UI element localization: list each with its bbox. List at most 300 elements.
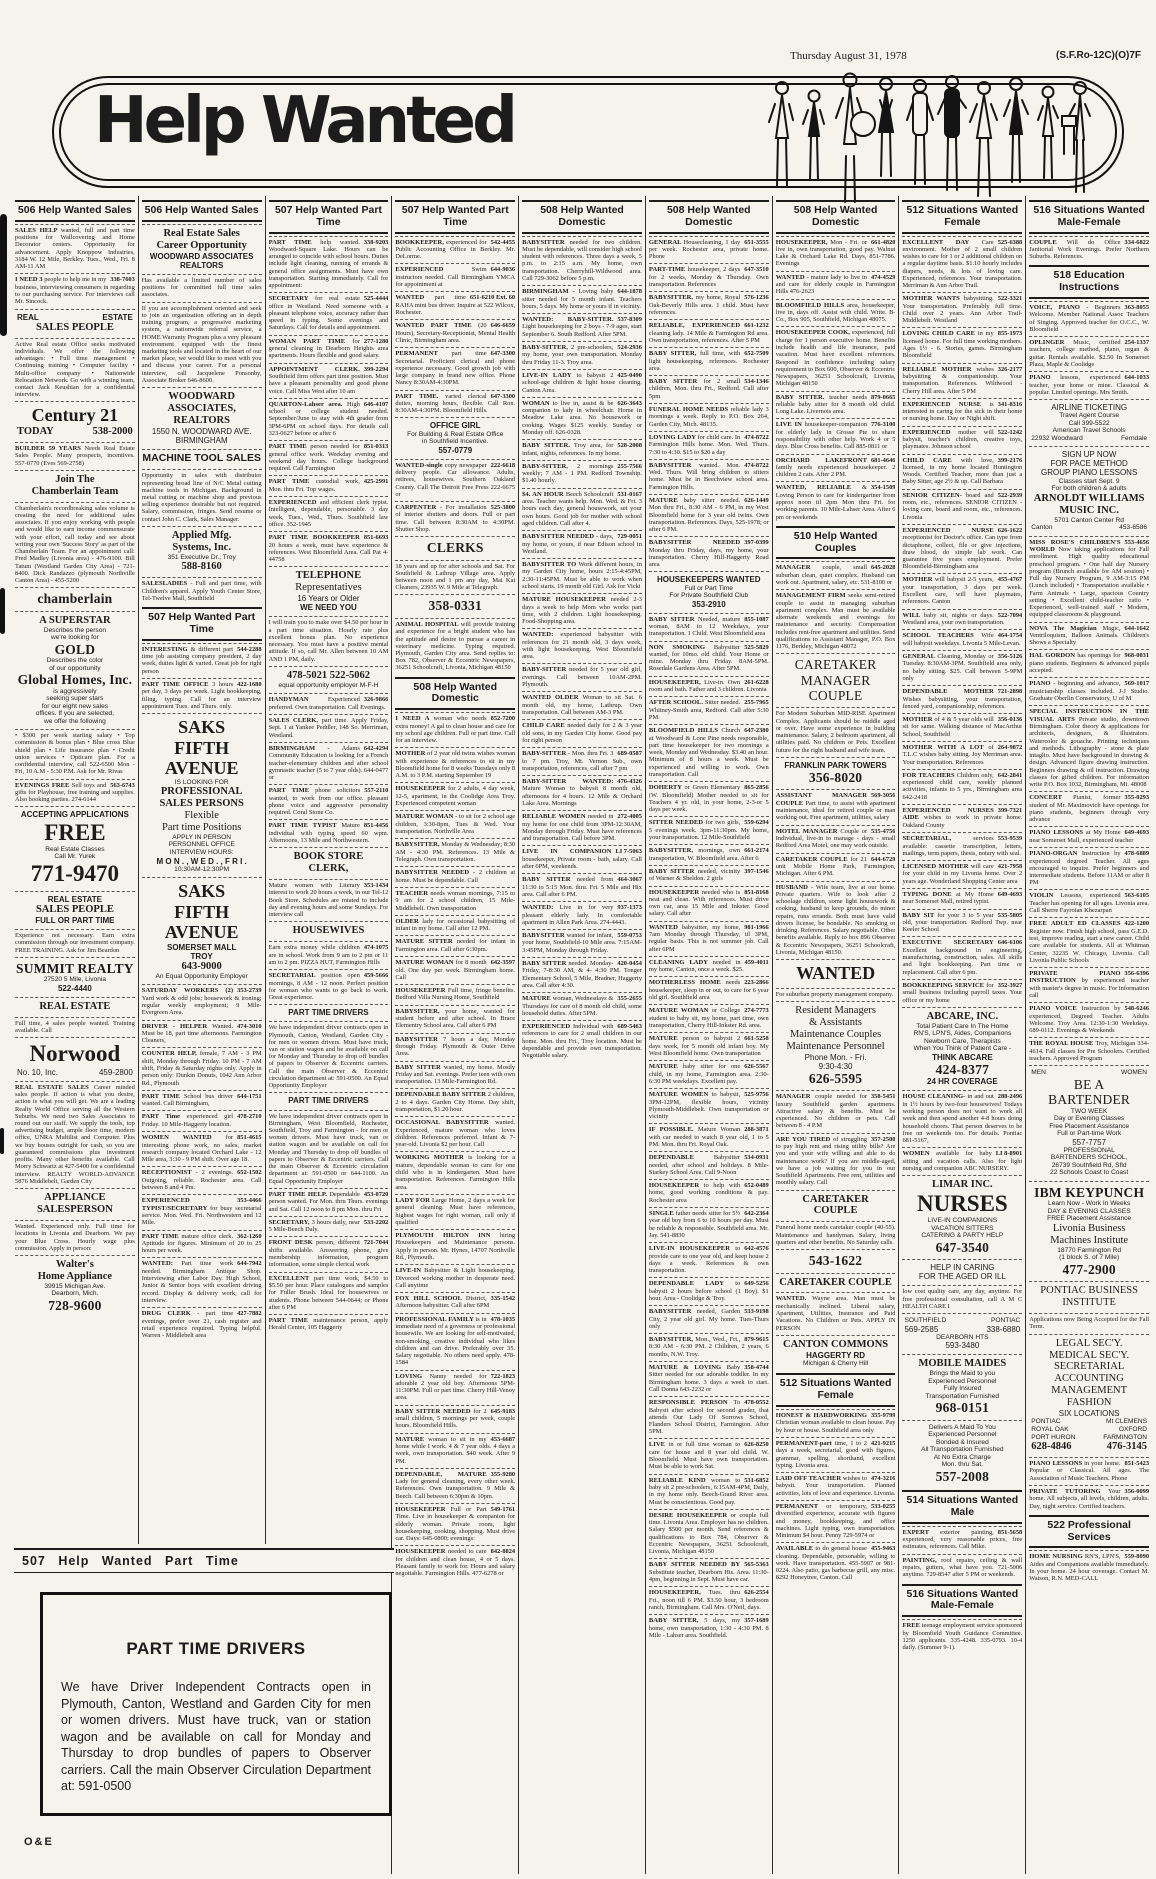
classified-ad: 626-1622 EXPERIENCED NURSE receptionist for Doctor's office. Can type from dictaphone, collect, file or give injections, draw blood, do simple lab work. Can guarantee five years employment. Prefer Bloomfield-Birmingham area — [902, 524, 1022, 572]
section-header-508: 508 Help Wanted Domestic — [395, 677, 515, 711]
ad-headline: BABYSITTER TO — [522, 560, 579, 568]
ad-headline: HOME NURSING — [1029, 1553, 1085, 1561]
display-line: FREE Placement Assistance — [1047, 1215, 1132, 1223]
classified-ad: 478-6889 PIANO-ORGAN Instruction by experienced degreed Teacher. All ages encouraged to inquire. Prefer beginners and intermediate students. Before 11AM or after 8 PM — [1029, 847, 1149, 887]
ad-headline: DESIRE HOUSEKEEPER — [648, 1511, 731, 1519]
display-ad — [15, 611, 135, 727]
display-ad — [649, 571, 769, 610]
phone-number: 644-1033 — [1124, 374, 1150, 382]
classified-ad: 288-2496 HOUSE CLEANING- in and out in 1½ hours by two-four housewives! Todays working person does not want to work all week and then spend another 4-8 hours doing household chores. That person deserves to be free on weekends too. For details. Pontiac 681-5167, — [902, 1090, 1022, 1145]
ad-headline: WANTED: BABY-SITTER. — [522, 316, 614, 324]
phone-number: 576-1236 — [744, 294, 769, 302]
section-header-507: 507 Help Wanted Part Time — [395, 200, 515, 234]
display-line: chamberlain — [37, 591, 113, 607]
part-time-drivers-box — [40, 1592, 392, 1816]
phone-number: 533-9198 — [744, 1308, 769, 1316]
display-line: 628-4846 476-3145 — [1031, 1441, 1148, 1453]
classified-ad: 647-3300 PERMANENT part time Secretarial. Proficient clerical and phone experience necessary. Good growth job with large company in brand new office. Phone Nancy 8:30AM-4:30PM. — [395, 347, 515, 387]
classified-ad: 542-4455 BOOKKEEPER, experienced for Public Accounting Office in Berkley. Mr. DeLorme. — [395, 236, 515, 262]
display-line: Michigan & Cherry Hill — [802, 1359, 869, 1367]
display-line: HOUSEWIVES — [292, 925, 365, 937]
display-line: WANTED — [796, 963, 876, 984]
display-ad — [1029, 1334, 1149, 1455]
display-line: Applied Mfg. — [171, 529, 232, 541]
classified-ad: 422-1200 FREE ADULT ED CLASSES Register now. Finish high school, pass G.E.D. test, improve reading, start a new career. Child care available for students. All at Whitman Center, 32235 W. Chicago, Livonia. Call Livonia Public Schools — [1029, 917, 1149, 965]
classified-ad: 459-4011 CLEANING LADY needed in my home, Canton, once a week. $25. — [649, 956, 769, 975]
display-line: For both children & adults — [1051, 485, 1127, 493]
classified-ad: 721-7044 FRONT DESK person, different shifts available. Answering phone, give membership information, program information, some simple clerical work — [269, 1236, 389, 1269]
display-line: CLERK, — [308, 863, 349, 875]
display-line: 10:30AM-12:30PM — [174, 865, 230, 873]
classified-ad: 474-1075 Earn extra money while children are in school. Work from 9 am to 2 pm or 11 am to 2 pm. PIZZA HUT, Farmington Hills — [269, 941, 389, 967]
phone-number: 646-4107 — [363, 400, 389, 408]
ad-headline: BABY-SITTER — [522, 750, 569, 758]
classified-ad: FREE teenage employment service sponsored by Bloomfield Youth Guidance Committee. 1250 applicants. 335-4248. 335-0793. 10-4 daily. (Summer 9-1). — [902, 1619, 1022, 1652]
display-line: 24 HR COVERAGE — [927, 1077, 998, 1087]
section-header-508: 508 Help Wanted Domestic — [776, 200, 896, 234]
ad-headline: MATURE HOUSEKEEPER — [522, 596, 611, 604]
classified-ad: 661-4820 HOUSEKEEPER, Mon - Fri. or live in, own transportation, good pay. Walnut Lake & Orchard Lake Rd. Days, 851-7786. Evenings — [776, 236, 896, 269]
phone-number: 525-6388 — [997, 238, 1023, 246]
ad-headline: PART TIME — [268, 787, 316, 795]
classified-ad: 937-1373 WANTED: Live in for very pleasant elderly lady. In comfortable apartment in Allen Park Area. 274-4443. — [522, 901, 642, 927]
display-line: SALES PEOPLE — [35, 321, 114, 333]
display-line: 39915 Michigan Ave. — [44, 1282, 106, 1290]
ad-headline: BABYSITTER, — [648, 1336, 696, 1344]
classified-ad: OCCASIONAL BABYSITTER wanted. Experienced, mature woman who loves children. References preferred. Infant & 7-year-old. Livonia $2 per hour. Call — [395, 1116, 515, 1149]
person-figure — [836, 74, 875, 203]
display-line: IS LOOKING FOR — [174, 778, 229, 786]
classified-ad: 842-8824 HOUSEKEEPER needed to care for children and clean house, 4 or 5 days. Pleasant family to work for. Hours and salary negotiable. Farmington Hills. 477-6278 or — [395, 1545, 515, 1578]
classified-ad: 646-6106 EXECUTIVE SECRETARY Excellent background in engineering, manufacturing, construction, sales. All skills and light bookkeeping. Part time or replacement. Call after 6 pm. — [902, 936, 1022, 976]
ad-headline: HOUSE CLEANING- — [902, 1093, 968, 1101]
phone-number: 569-1017 — [1124, 680, 1150, 688]
ad-headline: SCHOOL TEACHERS — [902, 632, 982, 640]
ad-headline: BABYSITTER, — [395, 841, 442, 849]
classified-ad: 531-6852 RELIABLE KIND woman to baby sit 2 pre-schoolers, 6:15AM-4PM, Daily, in my home only. Beech-Grand River area. Must be conscientious. Good pay. — [649, 1474, 769, 1507]
display-line: SAKS — [178, 717, 226, 738]
ad-headline: MATURE & LOVING — [648, 1363, 727, 1371]
phone-number: 645-9183 — [490, 1407, 516, 1415]
display-line: APPLIANCE — [44, 1192, 106, 1204]
section-header-507: 507 Help Wanted Part Time — [142, 607, 262, 641]
phone-number: 399-2294 — [363, 365, 389, 373]
classified-ad: • $300 per week starting salary • Top commission & bonus plan • Blue cross Blue shield plan • Life insurance plan • Credit union services • Opticare plan. For a confidential interview, call 522-6500 Mon - Fri, 10 A.M - 5:30 P.M. Ask for Mr. Rivas — [15, 729, 135, 776]
classified-ad: 525-5829 NON SMOKING Babysitter wanted, for 10mo. old child. Your Home or mine. Monday thru Friday. 8AM-5PM. Rosedale Gardens Area. After 5PM. — [649, 641, 769, 674]
display-line: SALES PEOPLE — [35, 904, 114, 916]
ad-headline: ORCHARD LAKEFRONT — [775, 456, 867, 464]
phone-number: 522-3321 — [997, 295, 1023, 303]
classified-ad: 533-0255 PERMANENT or temporary, diversified experience, accurate with figures and money, bookkeeping, and office machines. Light typing, own transportation. Minimum $4 hour. Penny 729-5974 or — [776, 1500, 896, 1540]
phone-number: 563-6105 — [1124, 892, 1150, 900]
display-ad — [1029, 1181, 1149, 1279]
ad-headline: HOUSEKEEPER COOK, — [775, 329, 853, 337]
column-8 — [898, 196, 1025, 1874]
display-line: Dearborn, Mich. — [51, 1290, 99, 1298]
classified-ad: 645-9183 BABY SITTER NEEDED for 2 small children, 5 mornings per week, couple hours. Bloomfield Hills. — [395, 1405, 515, 1431]
classified-ad: 642-3597 MATURE WOMAN for 8 month old. One day per week. Birmingham home. Call — [395, 956, 515, 982]
ad-headline: HAL GORDON — [1029, 652, 1078, 660]
ad-headline: MATURE SITTER — [395, 938, 457, 946]
ad-headline: PART TIME TYPIST — [268, 822, 342, 830]
ad-headline: SPECIAL INSTRUCTION IN THE VISUAL ARTS — [1029, 708, 1150, 723]
classified-ad: low cost quality care, any day, anytime. For free professional consultation, call A M C HEALTH CARE I — [902, 1285, 1022, 1311]
display-line: COUPLE — [808, 688, 863, 704]
ad-headline: BLOOMFIELD HILLS — [648, 727, 722, 735]
classified-ad: 968-0031 HAL GORDON has openings for piano students. Beginners & advanced pupils accepted. — [1029, 649, 1149, 675]
phone-number: 569-3056 — [870, 792, 896, 800]
classified-ad: 647-3300 PART TIME. varied clerical duties, morning hours, flexible. Call Ron. 8:30AM-4:30PM. Bloomfield Hills. — [395, 390, 515, 416]
phone-number: 689-5463 — [617, 1022, 642, 1030]
ad-headline: BABY SITTER — [522, 959, 569, 967]
classified-ad: ANIMAL HOSPITAL will provide training and experience for a bright student who has the aptitude and desire to pursue a career in veterinary medicine. Typing required. Plymouth, Garden City area. Send replies to: Box 782, Observer & Eccentric Newspapers, 36251 Schoolcraft, Livonia, Michigan 48150 — [395, 618, 515, 673]
ad-headline: MOTEL MANAGER — [775, 827, 841, 835]
classified-ad: 355-9280 DEPENDABLE, MATURE Lady for general cleaning, every other week. References. Own transportation. 9 Mile & Beech. Call between 6:30pm & 10pm. — [395, 1468, 515, 1501]
person-figure — [938, 76, 966, 190]
column-6 — [645, 196, 772, 1874]
classified-ad: 355-9799 HONEST & HARDWORKING Christian woman available to clean house. Pay by hour or house. Southfield area only — [776, 1409, 896, 1435]
display-line: BIRMINGHAM — [175, 436, 228, 446]
phone-number: 651-6210 Ext. 60 — [469, 294, 516, 302]
phone-number: 644-1751 — [237, 1092, 262, 1100]
classified-ad: COUNTER HELP, female, 7 AM - 3 PM shift, Monday through Friday. 10 PM - 7 AM shift, Friday & Saturday nights only. Apply in person only: Dunkin Donuts, 1042 Ann Arbor Rd., Plymouth — [142, 1047, 262, 1087]
ad-headline: MOTHER WANTS — [902, 295, 964, 303]
phone-number: 274-7773 — [744, 1007, 769, 1015]
display-line: 557-7757 — [1072, 1137, 1107, 1147]
display-line: Learn Now - Work In Weeks — [1048, 1200, 1131, 1208]
display-line: 26739 Southfield Rd, Sfld — [1051, 1161, 1127, 1169]
ad-headline: CLEANING LADY — [648, 958, 713, 966]
phone-number: 522-2939 — [997, 491, 1023, 499]
phone-number: 455-9463 — [870, 1545, 896, 1553]
ad-headline: BIRMINGHAM — [268, 744, 328, 752]
ad-headline: LICENSED MOTHER — [902, 862, 971, 870]
display-line: seeking super stars — [46, 695, 104, 703]
classified-ad: MOTHER of 2 year old twins wishes woman with experience & references to sit in my Bloomfield home for 8 weeks Tuesdays only 8 A.M. to 3 P.M. starting September 19 — [395, 747, 515, 780]
classified-ad: 427-7882 DRUG CLERK - part time evenings, prefer over 21, cash register and retail experience required. Typing helpful. Warren - Middlebelt area — [142, 1307, 262, 1340]
display-line: Newborn Care, Therapists — [923, 1037, 1001, 1045]
dateline: Thursday August 31, 1978 — [790, 50, 907, 62]
display-line: ABCARE, INC. — [926, 1010, 999, 1022]
display-line: 22932 Woodward Ferndale — [1031, 434, 1148, 442]
phone-number: 356-0136 — [997, 716, 1023, 723]
classified-ad: 326-9866 HANDYMAN Experienced preferred. Own transportation. Call Evenings. — [269, 693, 389, 712]
display-ad — [1029, 399, 1149, 444]
phone-number: 357-1689 — [744, 1617, 769, 1625]
classified-ad: 729-0051 BABYSITTER NEEDED - days, my home, or yours, if near Edison school in Westland. — [522, 530, 642, 556]
display-line: equal opportunity employer M-F-H — [278, 681, 379, 689]
phone-number: 356-5126 — [997, 652, 1023, 660]
ad-headline: ANIMAL HOSPITAL — [395, 620, 461, 628]
display-line: LIVE-IN COMPANIONS — [927, 1217, 998, 1225]
ad-headline: AFTER SCHOOL. — [648, 699, 705, 707]
phone-number: 534-0931 — [744, 1154, 769, 1162]
classified-ad: 855-1087 BABY SITTER Needed, mature woman, 8AM to 12 Weekdays, your transportation. 1 Child. West Bloomfield area — [649, 613, 769, 639]
display-line: DAY & EVENING CLASSES — [1047, 1207, 1131, 1215]
classified-ad: 537-8309 WANTED: BABY-SITTER. Light housekeeping for 2 boys - 7-9 ages, start September 6. South Redford. After 5PM. — [522, 313, 642, 339]
display-line: 18770 Farmington Rd — [1057, 1246, 1122, 1254]
display-ad — [269, 1004, 389, 1019]
ad-headline: GENERAL — [648, 238, 684, 246]
display-line: PROFESSIONAL — [1063, 1146, 1115, 1154]
display-line: Systems, Inc. — [172, 541, 231, 553]
classified-ad: 642-2841 FOR TEACHERS Children only, experienced child care, weekly planned activities, infants to 5 yrs., Birmingham area 642-2418 — [902, 769, 1022, 802]
ad-headline: BABY SITTER. — [522, 442, 574, 450]
page-title: Help Wanted — [94, 84, 514, 158]
display-line: BOOK STORE — [293, 851, 364, 863]
display-line: REAL ESTATE — [17, 312, 133, 322]
classified-ad: 644-1033 PIANO lessons, experienced teacher, your home or mine. Classical & popular. Limited openings. Mrs Smith. — [1029, 371, 1149, 397]
display-line: MEN WOMEN — [1031, 1069, 1148, 1077]
phone-number: 277-1280 — [363, 337, 389, 345]
phone-number: 851-5423 — [1124, 1459, 1150, 1467]
section-header-506: 506 Help Wanted Sales — [142, 200, 262, 222]
display-ad — [395, 417, 515, 456]
ad-headline: LIVE-IN — [395, 1267, 425, 1275]
classified-ad: PART TIME maintenance person, apply Herald Center, 105 Haggerty — [269, 1314, 389, 1333]
classified-ad: 661-5258 MATURE person to babysit 2 days week, for 5 month old infant boy. My West Bloomfield home. Own transportation — [649, 1032, 769, 1058]
classified-ad: 356-6396 PRIVATE PIANO INSTRUCTION by experienced teacher with master's degree in music. For information call — [1029, 967, 1149, 1000]
display-line: 353-2910 — [691, 599, 726, 609]
ad-headline: DEPENDABLE, MATURE — [395, 1470, 487, 1478]
ad-headline: FREE ADULT ED CLASSES — [1029, 920, 1121, 928]
ad-headline: WANTED-single — [395, 461, 445, 469]
display-line: 647-3540 — [935, 1239, 990, 1255]
classified-ad: 649-4693 TYPING DONE at My Home near Somerset Mall, retired typist. — [902, 888, 1022, 907]
classified-ad: 563-6105 VIOLIN Lessons, experienced Teacher has opening for all ages. Livonia area. Call Sherre Fayroian Khezarpan — [1029, 889, 1149, 915]
ad-headline: HOUSEKEEPER — [648, 888, 702, 896]
classified-ad: 535-4756 MOTEL MANAGER Couple or Individual, live-in to manage - days - small Redford Area Motel, one may work outside. — [776, 825, 896, 851]
ad-headline: SITTER NEEDED — [648, 819, 706, 827]
display-line: Total Patient Care In The Home — [916, 1022, 1009, 1030]
ad-headline: EXPERT — [902, 1528, 941, 1536]
classified-ad: SALES HELP wanted, full and part time positions for Wallcovering and Home Decorator centers. Opportunity for advancement. Apply Knoppow Industries, 3184 W. 12 Mile, Berkley. Tues., Wed., Fri. 8 AM-11 AM — [15, 224, 135, 272]
phone-number: 548-6246 — [1124, 1005, 1150, 1013]
classified-ad: 363-8055 VOICE, PIANO - Beginners Welcome. Member National Assoc Teachers of Singing. Approved teacher for O.C.C., W. Bloomfield — [1029, 301, 1149, 334]
ad-headline: WOMAN PART TIME — [268, 337, 353, 345]
display-line: WE NEED YOU — [300, 603, 357, 613]
display-line: Day or Evening Classes — [1053, 1115, 1125, 1123]
classified-ad: PLYMOUTH HILTON INN hiring Housekeepers and Maintenance persons. Apply in person. Mr. Hynes, 14707 Northville Rd., Plymouth. — [395, 1229, 515, 1262]
ad-headline: WANTED — [395, 294, 435, 302]
phone-number: 851-6693 — [363, 534, 389, 542]
classified-ad: 651-6210 Ext. 60 WANTED part time RAHA mini bus driver. Inquire at 522 Wilcox, Rochester. — [395, 291, 515, 317]
ad-headline: BOOKKEEPER, — [395, 238, 447, 246]
display-ad — [142, 387, 262, 447]
section-header-516: 516 Situations Wanted Male-Female — [902, 1584, 1022, 1618]
classified-ad: 642-4576 LIVE-IN HOUSEKEEPER to provide care to one year old, and keep house 2 days a week. References & own transportation. — [649, 1242, 769, 1275]
ad-headline: I NEED A — [395, 715, 434, 723]
classified-ad: 852-7200 I NEED A woman who needs extra money! A gal to clean house and care for my school age children. Full or part time. Call for an interview. — [395, 712, 515, 745]
classified-ad: 453-0720 PART TIME HELP. Dependable person wanted. For Mon. thru Thurs. evenings and Sat. Call 12 noon to 8 pm Mon. thru Fri — [269, 1188, 389, 1214]
display-line: MOBILE MAIDES — [918, 1358, 1007, 1370]
classified-ad: 531-0167 $4. AN HOUR Beech Schoolcraft area. Teacher wants help. Mon. Wed. & Fri. 3 hours each day, general housework, set your own hours. Good job for mother with school aged children. Call after 4. — [522, 488, 642, 528]
phone-number: 459-4011 — [744, 958, 769, 966]
phone-number: 358-5451 — [870, 1093, 896, 1101]
display-ad — [269, 666, 389, 691]
phone-number: LI 7-5063 — [615, 848, 642, 856]
person-figure — [970, 82, 997, 196]
phone-number: 644-6729 — [870, 855, 896, 863]
people-illustration — [766, 58, 1096, 210]
ad-headline: PIANO — [1029, 680, 1054, 688]
ad-headline: EXPERIENCED — [522, 1022, 573, 1030]
phone-number: 851-4456 — [363, 822, 389, 830]
classified-ad: 644-1878 BIRMINGHAM - Loving baby sitter needed for 5 month infant. Teachers hours, 5 days. My home or yours if in vicinity. — [522, 285, 642, 311]
phone-number: 326-2177 — [997, 365, 1023, 373]
classified-ad: MATURE SITTER needed for infant in Farmington area. Call after 6:30pm. — [395, 935, 515, 954]
ad-headline: ASSISTANT MANAGER COUPLE — [775, 792, 867, 807]
phone-number: 255-7965 — [744, 699, 769, 707]
ad-headline: CHILD CARE — [522, 722, 568, 730]
classified-ad: 522-7094 WILL baby sit, nights or days. Westland area, your own transportation. — [902, 609, 1022, 628]
ad-headline: CONCERT — [1029, 794, 1074, 802]
display-line: A SUPERSTAR — [39, 614, 111, 626]
phone-number: 357-2500 — [870, 1135, 896, 1143]
classified-ad: 474-3216 LAID OFF TEACHER wishes to babysit. Your transportation. Planned activities, lots of love and experience. Livonia. — [776, 1472, 896, 1498]
display-line: American Travel Schools — [1052, 427, 1126, 435]
display-line: Call Mr. Yurek — [54, 853, 96, 861]
display-line: 557-0779 — [438, 445, 473, 455]
ad-headline: BIRMINGHAM — [522, 288, 573, 296]
classified-ad: For suburban property management company. — [776, 988, 896, 999]
ad-headline: FRONT DESK — [268, 1239, 317, 1247]
display-line: 22 Schools Coast to Coast — [1050, 1169, 1129, 1177]
classified-ad: 528-2008 BABY SITTER. Troy area, for infant, nights, references. In my home. — [522, 439, 642, 458]
phone-number: 474-1075 — [363, 944, 389, 952]
ad-headline: MATURE WOMEN — [648, 1091, 712, 1099]
display-line: Describes the person — [43, 626, 107, 634]
phone-number: 474-3216 — [870, 1475, 896, 1482]
display-ad — [776, 1273, 896, 1291]
ad-headline: WOMEN — [902, 1150, 937, 1158]
ad-headline: FREE — [902, 1622, 922, 1630]
phone-number: 535-4756 — [870, 827, 896, 835]
ad-headline: FUNERAL HOME NEEDS — [648, 405, 731, 413]
ad-headline: VIOLIN — [1029, 892, 1061, 900]
classified-ad: 362-1260 PART TIME mature office clerk. Aptitude for figures. Minimum of 20 to 25 hours per week. — [142, 1230, 262, 1256]
ad-headline: GENERAL — [902, 652, 938, 660]
classified-ad: 569-3056 ASSISTANT MANAGER COUPLE Part time, to assist with apartment maintenance, ideal for retired couple or man working out. Free apartment, utilities, salary — [776, 789, 896, 822]
ad-headline: EXPERIENCED — [268, 498, 320, 506]
display-line: Experienced Personnel — [928, 1377, 997, 1385]
classified-ad: MATURE HOUSEKEEPER needed 2-3 days a week to help Mom who works part time, with 2 children. Light housekeeping. Food-Shopping area. — [522, 593, 642, 626]
classified-ad: 261-6228 HOUSEKEEPER, Live-in. Own room and bath. Father and 3 children. Livonia — [649, 676, 769, 695]
phone-number: 399-7321 — [997, 806, 1023, 814]
ad-headline: LOVING — [395, 1372, 430, 1380]
display-ad — [776, 959, 896, 986]
phone-number: 652-7509 — [744, 350, 769, 358]
phone-number: 476-4326 — [617, 778, 642, 786]
ad-headline: EXPERIENCED — [395, 266, 472, 274]
display-ad — [15, 1037, 135, 1078]
display-ad — [776, 653, 896, 705]
classified-ad: 341-8316 EXPERIENCED NURSE is interested in caring for the sick in their home or nursing home. Day or Night shift. — [902, 398, 1022, 424]
classified-ad: 335-1542 FOX HILL SCHOOL District, Afternoon babysitter. Call after 6PM — [395, 1292, 515, 1311]
classified-ad: 353-4466 EXPERIENCED TYPIST/SECRETARY for busy secretarial service. Mon. Wed. Fri. Northwestern and 12 Mile. — [142, 1194, 262, 1227]
phone-number: 355-9280 — [490, 1470, 516, 1478]
display-line: REAL ESTATE — [47, 894, 102, 904]
display-line: FREE — [44, 819, 106, 845]
classified-ad: BABYSITTER, Monday & Wednesday; 8:30 AM - 4:30 PM. References. 13 Mile & Telegraph. Own transportation. — [395, 838, 515, 864]
display-ad — [269, 921, 389, 939]
classified-ad: 722-1823 LOVING Nanny needed for adorable 2 year old boy. Afternoons 5PM-11:30PM. Full or part time. Cherry Hill-Venoy area. — [395, 1370, 515, 1403]
classified-ad: 548-6246 PIANO VOICE Instruction by experienced, Degreed Teacher. Adults Welcome. Troy Area. 12:30-1:30 Weekdays. 689-0112. Evenings & Weekends — [1029, 1002, 1149, 1035]
phone-number: 626-2554 — [744, 1589, 769, 1597]
classified-ad: FUNERAL HOME NEEDS reliable lady 3 mornings a week. Reply to P.O. Box 264, Garden City, Mich. 48135. — [649, 403, 769, 429]
phone-number: 729-0051 — [617, 533, 642, 541]
ad-headline: WANTED: — [141, 1260, 182, 1268]
display-line: CANTON COMMONS — [783, 1338, 889, 1350]
phone-number: 649-4693 — [997, 890, 1023, 898]
ad-headline: MATURE — [648, 496, 684, 504]
classified-ad: EXPERIENCED and efficient clerk typist. Intelligent, dependable, personable. 3 day week, Tues., Wed., Thurs. Southfield law office. 352-1945 — [269, 496, 389, 529]
ad-headline: EXPERIENCED TYPIST/SECRETARY — [141, 1197, 211, 1212]
classified-ad: 776-3100 LIVE IN housekeeper-companion for elderly lady in Grosse Pte to share responsibility with other help. Work 4 or 5 days. Blue Cross benefits. Call 885-0811 or — [776, 418, 896, 451]
classified-ad: 357-1689 BABY SITTER, 5 days, my home, own transportation, 1:30 - 4:30 PM. 8 Mile - Lahser area. Southfield. — [649, 1614, 769, 1640]
classified-ad: SPECIAL INSTRUCTION IN THE VISUAL ARTS Private studio, downtown Birmingham. Color theory & applications for architects, designers, & illustrators. Watercolor & gouache. Printing techniques and methods. Lithography - stone & plate intaglio. Must have background in drawing & design. Advanced figure drawing instruction. Beginners drawing & oil instruction. Drawing classes for gifted children. For information write P.O. Box 1032, Birmingham, Mi. 48008 — [1029, 705, 1149, 789]
phone-number: 338-7603 — [110, 276, 135, 284]
display-line: AVENUE — [164, 758, 239, 779]
display-line: MEDICAL SEC'Y. — [1049, 1349, 1130, 1361]
phone-number: 968-0031 — [1124, 652, 1150, 660]
classified-ad: WANTED. Wayne area. Man must be mechanically inclined. Liberal salary, Apartment, Utilities, Insurance and Paid Vacations. No Children or Pets. APPLY IN PERSON — [776, 1292, 896, 1332]
ad-headline: FOR TEACHERS — [902, 771, 957, 779]
ad-headline: HOUSEKEEPER, — [775, 238, 831, 246]
ad-headline: HOUSEKEEPER — [395, 1548, 449, 1556]
classified-ad: LIVE-IN Babysitter & Light housekeeping. Divorced working mother in desperate need. Call anytime — [395, 1264, 515, 1290]
phone-number: 288-2496 — [997, 1093, 1023, 1101]
ad-headline: BABY SITTER NEEDED — [395, 1407, 474, 1415]
phone-number: 261-6228 — [744, 678, 769, 686]
classified-ad: 522-1242 EXPERIENCED mother will babysit, teacher's children, creative toys, playmates. Johnson school — [902, 426, 1022, 452]
person-figure — [1004, 78, 1028, 182]
classified-ad: 549-1761 HOUSEKEEPER Full or Part Time. Live in housekeeper & companion for elderly woman. Private room, light housekeeping, cooking, shopping. Must drive car. Days: 645-0800; evenings: — [395, 1503, 515, 1543]
display-ad — [142, 224, 262, 272]
display-line: we offer the following — [43, 717, 106, 725]
classified-ad: 399-2294 APPOINTMENT CLERK. Southfield firm offers part time position. Must have a pleasant personality and good phone voice. Call Miss West after 10 am — [269, 363, 389, 396]
classified-ad: HOUSEKEEPER for 2 adults, 4 day week, 12-5, apartment, in the Coolidge Area Troy. Experienced competent woman — [395, 782, 515, 808]
ad-headline: BABY-SITTER, — [522, 462, 577, 470]
ad-headline: $4. AN HOUR — [522, 490, 566, 498]
display-line: M O N . , W E D . , F R I . — [156, 856, 247, 866]
classified-ad: We have independent driver contracts open in Plymouth, Canton, Westland, Garden City - for men or women drivers. Must have truck, van or station wagon and be available on call for Monday and Thursday to drop off bundles of papers to Observer & Eccentric carriers. Call the main Observer & Eccentric circulation department at: 591-0500. An Equal Opportunity Employer — [269, 1021, 389, 1090]
ad-headline: PIANO-ORGAN — [1029, 850, 1082, 858]
ad-headline: EXPERIENCED — [902, 428, 959, 436]
phone-number: 645-2028 — [870, 564, 896, 572]
ad-headline: MATURE WOMAN — [395, 813, 456, 821]
phone-number: 855-1973 — [997, 330, 1023, 338]
display-ad — [1029, 446, 1149, 533]
classified-ad: 255-7965 AFTER SCHOOL. Sitter needed. Whitney-Smith area, Redford. Call after 5:30 PM. — [649, 696, 769, 722]
display-line: offices. If you are selected, — [35, 710, 115, 718]
phone-number: 557-2110 — [364, 787, 389, 795]
ad-headline: PERMANENT-part — [775, 1439, 835, 1447]
ad-headline: PART Time — [141, 1113, 187, 1121]
classified-ad: 879-9615 BABYSITTER, Mon., Wed., Fri., 8:30 AM - 6:30 PM. 2 Children, 2 years, 6 months, N.W. Troy. — [649, 1333, 769, 1359]
display-line: NURSES — [916, 1191, 1008, 1217]
phone-number: 356-0099 — [1124, 1487, 1150, 1495]
phone-number: 222-6618 — [490, 461, 516, 469]
classified-ad: LI 8-8901 WOMEN available for baby sitting and vacation calls. Also for light nursing and companion ABC NURSERY. — [902, 1147, 1022, 1173]
phone-number: 453-0720 — [363, 1190, 389, 1198]
phone-number: 647-2380 — [744, 727, 769, 735]
ad-headline: BABY SITTER — [522, 876, 577, 884]
scan-artifact — [0, 214, 7, 336]
classified-ad: 352-3927 BOOKKEEPING SERVICE for small business including payroll taxes. Your office or my home — [902, 979, 1022, 1005]
classified-ad: 642-4294 BIRMINGHAM - Adams Community Education is looking for a French teacher-elementary children and after school gymnastic teacher (5 to 7 year olds). 644-0477 or — [269, 742, 389, 782]
ad-headline: MATURE WOMAN — [395, 959, 456, 967]
